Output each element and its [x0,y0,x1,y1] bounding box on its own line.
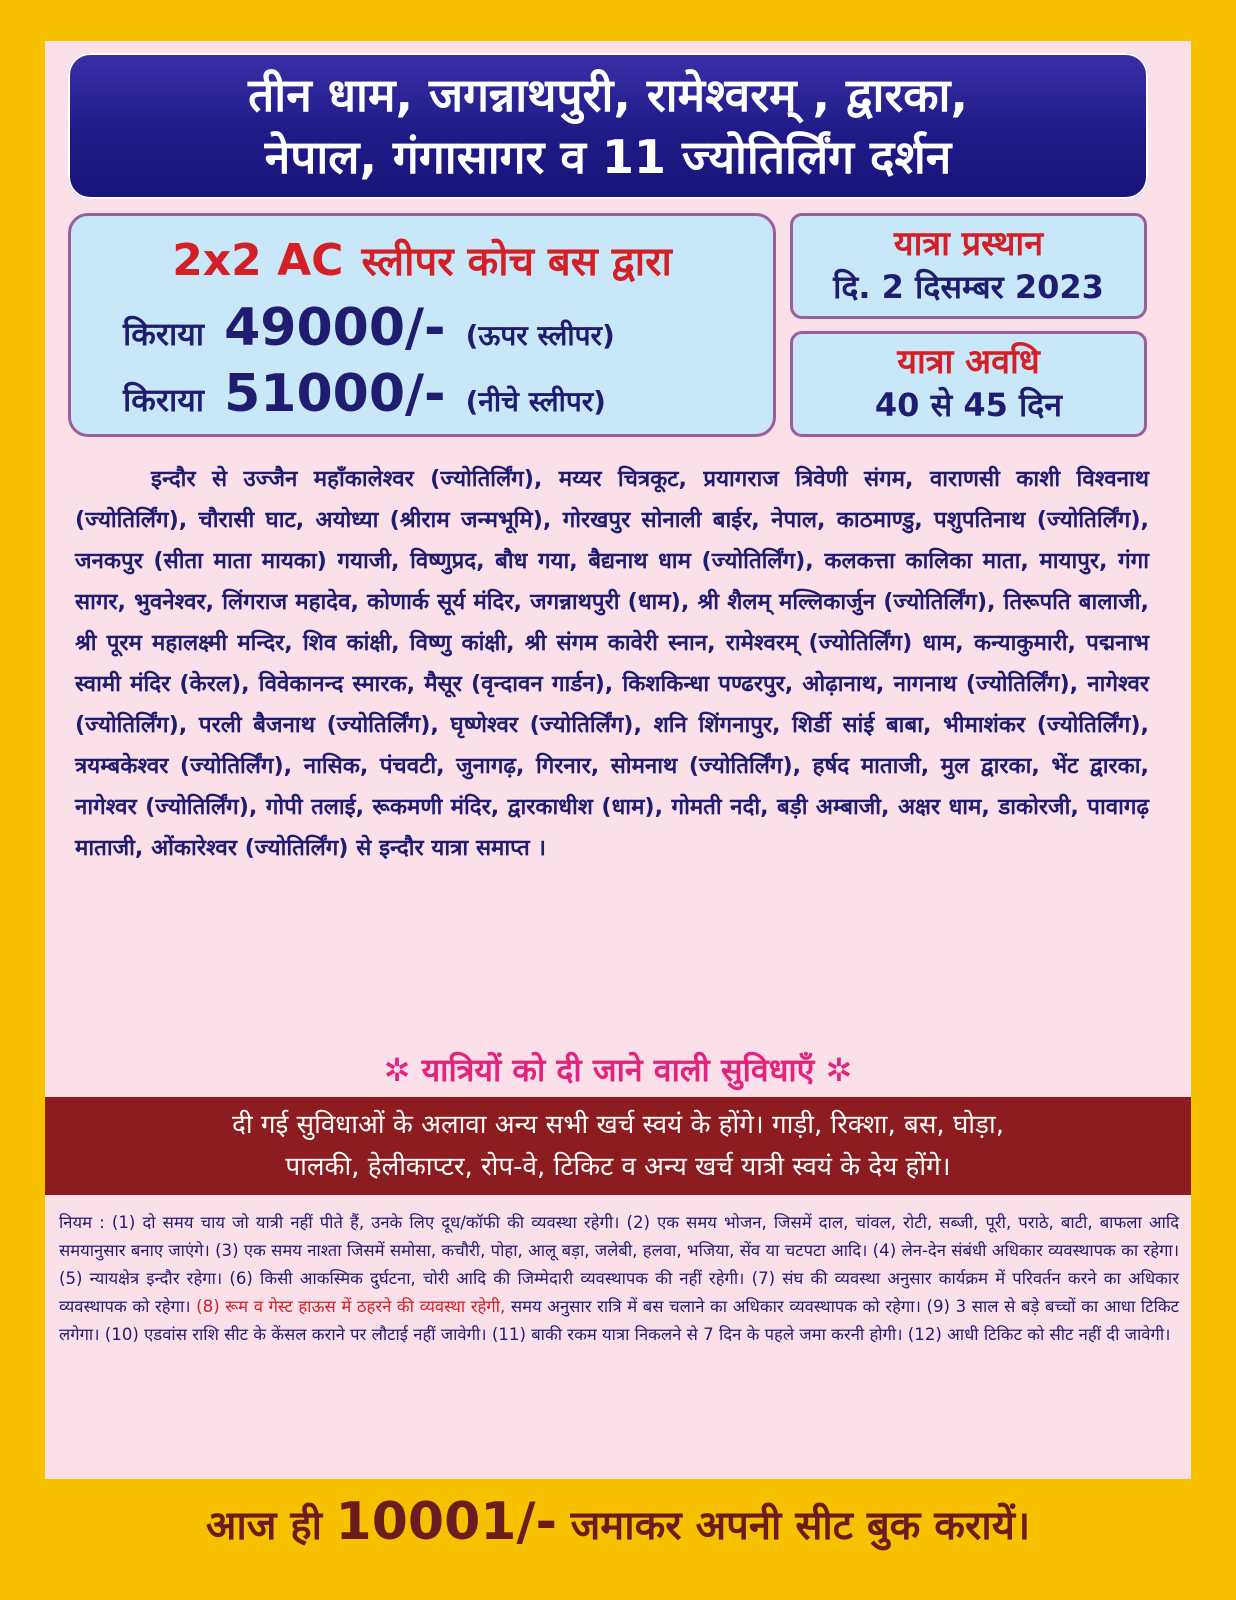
expenses-line-2: पालकी, हेलीकाप्टर, रोप-वे, टिकिट व अन्य खर्च यात्री स्वयं के देय होंगे। [285,1152,951,1182]
facilities-heading [45,1048,1191,1091]
fare-label: किराया [123,381,205,419]
footer-prefix: आज ही [205,1503,322,1549]
fare-row-upper [123,298,615,358]
facilities-heading-text: यात्रियों को दी जाने वाली सुविधाएँ [421,1051,815,1089]
departure-date: दि. 2 दिसम्बर 2023 [833,268,1104,306]
route-description: इन्दौर से उज्जैन महाँकालेश्वर (ज्योतिर्लिंग), मय्यर चित्रकूट, प्रयागराज त्रिवेणी संगम, वाराणसी काशी विश्वनाथ (ज्योतिर्लिंग), चौरासी घाट, अयोध्या (श्रीराम जन्मभूमि), गोरखपुर सोनाली बाईर, नेपाल, काठमाण्डु, पशुपतिनाथ (ज्योतिर्लिंग), जनकपुर (सीता माता मायका) गयाजी, विष्णुप्रद, बौध गया, बैद्यनाथ धाम (ज्योतिर्लिंग), कलकत्ता कालिका माता, मायापुर, गंगा सागर, भुवनेश्वर, लिंगराज महादेव, कोणार्क सूर्य मंदिर, जगन्नाथपुरी (धाम), श्री शैलम् मल्लिकार्जुन (ज्योतिर्लिंग), तिरूपति बालाजी, श्री पूरम महालक्ष्मी मन्दिर, शिव कांक्षी, विष्णु कांक्षी, श्री संगम कावेरी स्नान, रामेश्वरम् (ज्योतिर्लिंग) धाम, कन्याकुमारी, पद्मनाभ स्वामी मंदिर (केरल), विवेकानन्द स्मारक, मैसूर (वृन्दावन गार्डन), किशकिन्धा पण्ढरपुर, ओढ़ानाथ, नागनाथ (ज्योतिर्लिंग), नागेश्वर (ज्योतिर्लिंग), परली बैजनाथ (ज्योतिर्लिंग), घृष्णेश्वर (ज्योतिर्लिंग), शनि शिंगनापुर, शिर्डी सांई बाबा, भीमाशंकर (ज्योतिर्लिंग), त्रयम्बकेश्वर (ज्योतिर्लिंग), नासिक, पंचवटी, जुनागढ़, गिरनार, सोमनाथ (ज्योतिर्लिंग), हर्षद माताजी, मुल द्वारका, भेंट द्वारका, नागेश्वर (ज्योतिर्लिंग), गोपी तलाई, रूकमणी मंदिर, द्वारकाधीश (धाम), गोमती नदी, बड़ी अम्बाजी, अक्षर धाम, डाकोरजी, पावागढ़ माताजी, ओंकारेश्वर (ज्योतिर्लिंग) से इन्दौर यात्रा समाप्त । [75,466,1149,861]
expenses-line-1: दी गई सुविधाओं के अलावा अन्य सभी खर्च स्वयं के होंगे। गाड़ी, रिक्शा, बस, घोड़ा, [232,1110,1004,1140]
footer-amount: 10001/- [335,1492,558,1552]
duration-heading: यात्रा अवधि [897,342,1040,382]
rules-text [59,1209,1179,1349]
ac-label: 2x2 AC [172,235,344,286]
footer-suffix: जमाकर अपनी सीट बुक करायें। [570,1503,1031,1549]
star-icon: ✲ [383,1051,411,1089]
expenses-band [45,1097,1191,1195]
fare-amount: 49000/- [224,298,446,358]
rules-highlight: (8) रूम व गेस्ट हाऊस में ठहरने की व्यवस्था रहेगी, [196,1297,506,1316]
fare-label: किराया [123,315,205,353]
star-icon: ✲ [825,1051,853,1089]
fare-row-lower [123,364,606,424]
poster-panel [45,41,1191,1479]
bus-label: स्लीपर कोच बस द्वारा [361,239,672,285]
fare-heading [71,232,773,287]
rules-part-1: नियम : (1) दो समय चाय जो यात्री नहीं पीते हैं, उनके लिए दूध/कॉफी की व्यवस्था रहेगी। (2) एक समय भोजन, जिसमें दाल, चांवल, रोटी, सब्जी, पूरी, पराठे, बाटी, बाफला आदि समयानुसार बनाए जाएंगे। (3) एक समय नाश्ता जिसमें समोसा, कचौरी, पोहा, आलू बड़ा, जलेबी, हलवा, भजिया, सेंव या चटपटा आदि। (4) लेन-देन संबंधी अधिकार व्यवस्थापक का रहेगा। (5) न्यायक्षेत्र इन्दौर रहेगा। (6) किसी आकस्मिक दुर्घटना, चोरी आदि की जिम्मेदारी व्यवस्थापक की नहीं रहेगी। (7) संघ की व्यवस्था अनुसार कार्यक्रम में परिवर्तन करने का अधिकार व्यवस्थापक को रहेगा। [59,1213,1179,1316]
title-line-1: तीन धाम, जगन्नाथपुरी, रामेश्वरम् , द्वारका, [248,68,968,122]
departure-box [790,213,1147,319]
rules-part-2: समय अनुसार रात्रि में बस चलाने का अधिकार व्यवस्थापक को रहेगा। (9) 3 साल से बड़े बच्चों का आधा टिकिट लगेगा। (10) एडवांस राशि सीट के केंसल कराने पर लौटाई नहीं जावेगी। (11) बाकी रकम यात्रा निकलने से 7 दिन के पहले जमा करनी होगी। (12) आधी टिकिट को सीट नहीं दी जावेगी। [59,1297,1179,1344]
fare-note: (नीचे स्लीपर) [465,385,606,418]
title-line-2: नेपाल, गंगासागर व 11 ज्योतिर्लिंग दर्शन [264,130,952,184]
title-banner [68,53,1148,199]
fare-note: (ऊपर स्लीपर) [465,319,615,352]
booking-footer [0,1492,1236,1552]
fare-amount: 51000/- [224,364,446,424]
fare-box [68,213,776,437]
duration-box [790,331,1147,437]
duration-value: 40 से 45 दिन [874,386,1063,424]
departure-heading: यात्रा प्रस्थान [893,224,1044,264]
